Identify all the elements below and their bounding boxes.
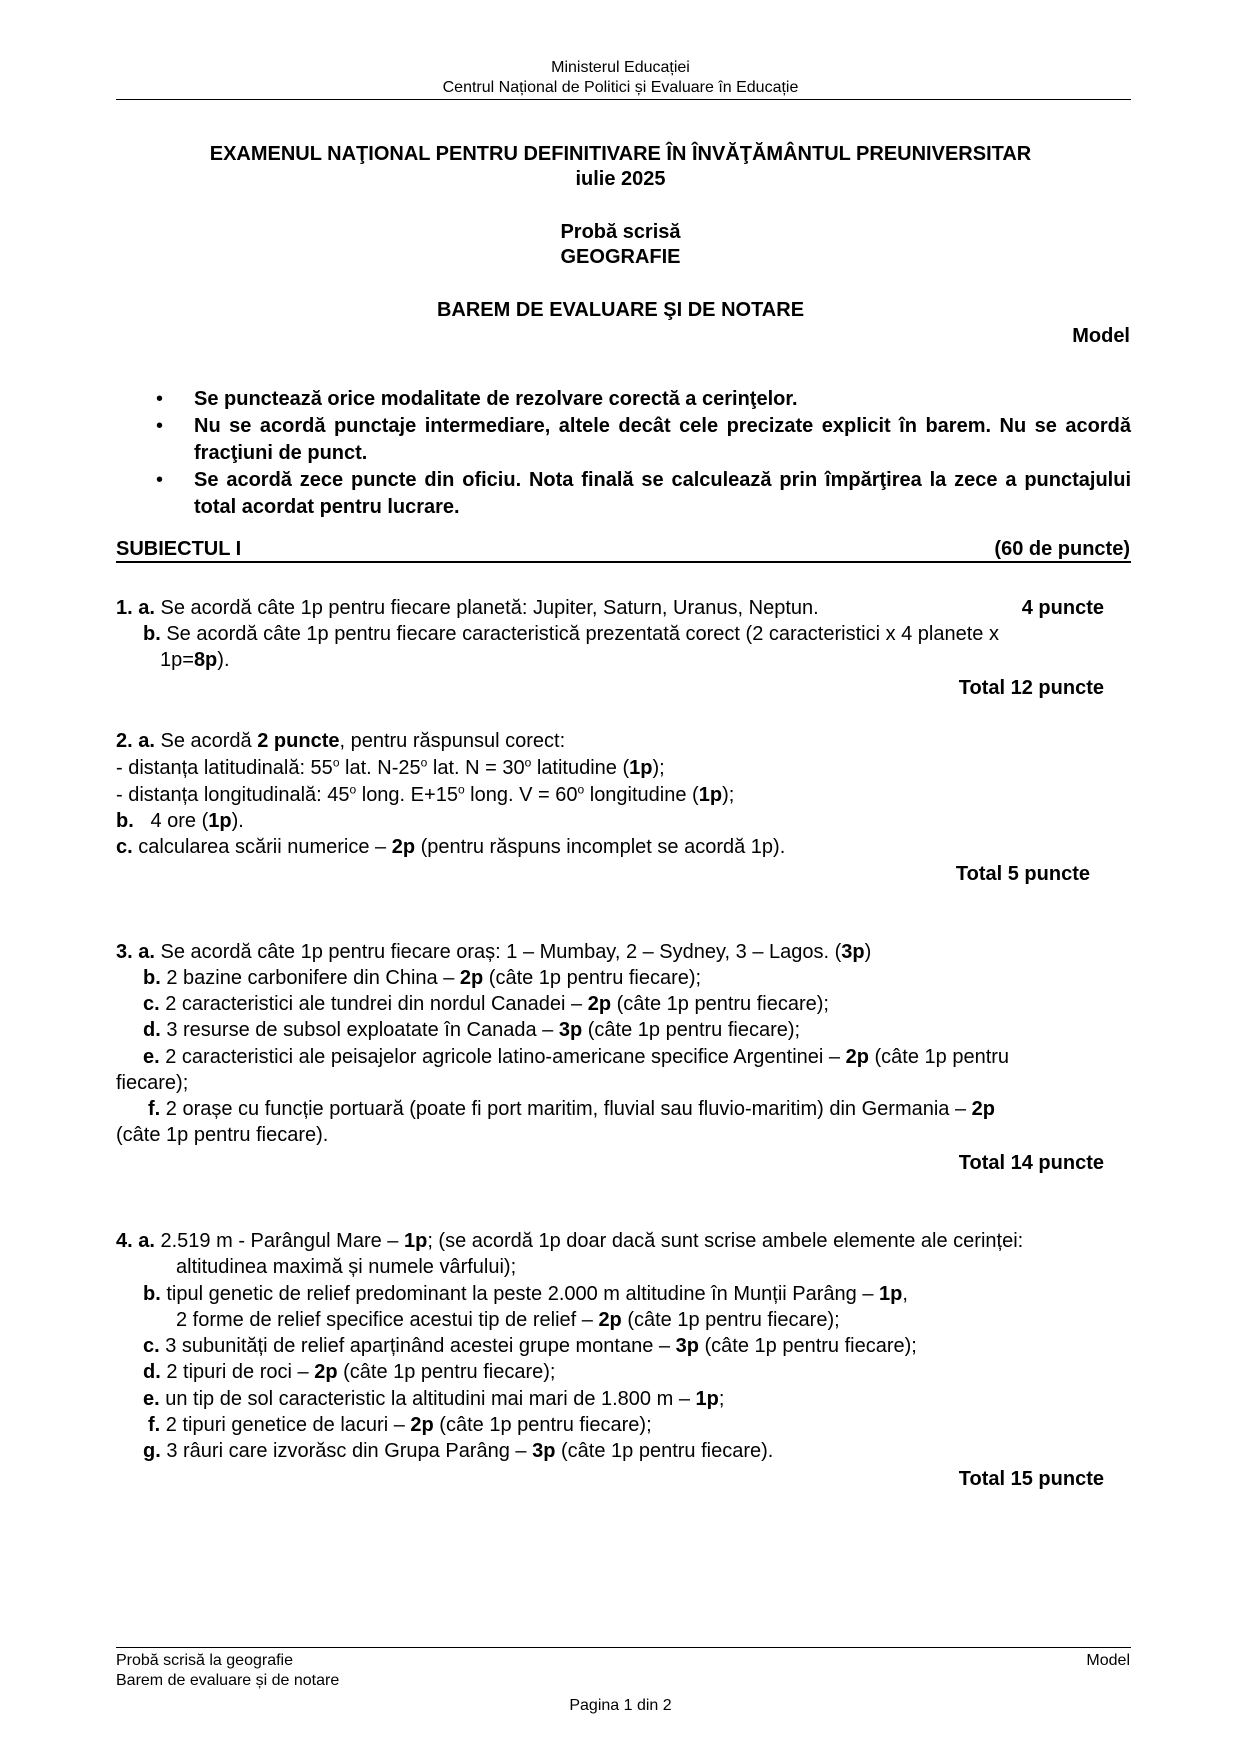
q2-a: 2. a. Se acordă 2 puncte, pentru răspunsul corect: — [116, 730, 566, 752]
q2-b: b. 4 ore (1p). — [116, 810, 244, 832]
q3-e-cont: fiecare); — [116, 1072, 189, 1094]
barem-title: BAREM DE EVALUARE ŞI DE NOTARE — [436, 299, 805, 321]
q3-c: c. 2 caracteristici ale tundrei din nordul Canadei – 2p (câte 1p pentru fiecare); — [143, 993, 829, 1015]
q2-longitude: - distanța longitudinală: 45$^o$ long. $E+15^o$ long. $V = 60^o$ longitudine (1p); — [116, 782, 735, 806]
q1-a-points: 4 puncte — [1021, 597, 1104, 619]
q2-total: Total 5 puncte — [955, 863, 1090, 885]
section-points: (60 de puncte) — [994, 538, 1130, 560]
q4-e: e. un tip de sol caracteristic la altitudini mai mari de 1.800 m – 1p; — [143, 1388, 725, 1410]
header-center: Centrul Național de Politici și Evaluare în Educație — [442, 79, 799, 96]
footer-divider — [116, 1647, 1131, 1648]
q3-f: f. 2 orașe cu funcție portuară (poate fi port maritim, fluvial sau fluvio-maritim) din Germania – 2p — [148, 1098, 996, 1120]
rule-item: • Nu se acordă punctaje intermediare, altele decât cele precizate explicit în barem. Nu se acordă fracţiuni de punct. — [156, 415, 1131, 464]
q2-latitude: - distanța latitudinală: 55$^o$ lat. N-25$^o$ lat. $N = 30^o$ latitudine (1p); — [116, 755, 665, 779]
exam-session: iulie 2025 — [575, 168, 666, 190]
q3-d: d. 3 resurse de subsol exploatate în Canada – 3p (câte 1p pentru fiecare); — [143, 1019, 801, 1041]
exam-title: EXAMENUL NAŢIONAL PENTRU DEFINITIVARE ÎN ÎNVĂŢĂMÂNTUL PREUNIVERSITAR — [209, 143, 1032, 165]
rule-item: • Se acordă zece puncte din oficiu. Nota finală se calculează prin împărţirea la zece a punctajului total acordat pentru lucrare. — [156, 469, 1131, 518]
test-type: Probă scrisă — [560, 221, 681, 243]
section-underline — [116, 561, 1131, 563]
q4-total: Total 15 puncte — [958, 1468, 1104, 1490]
q1-b: b. Se acordă câte 1p pentru fiecare caracteristică prezentată corect (2 caracteristici x 4 planete x — [143, 623, 999, 645]
q4-a: 4. a. 2.519 m - Parângul Mare – 1p; (se acordă 1p doar dacă sunt scrise ambele elemente ale cerinței: — [116, 1230, 1024, 1252]
header-divider — [116, 99, 1131, 100]
rule-item: • Se punctează orice modalitate de rezolvare corectă a cerinţelor. — [156, 388, 798, 410]
q3-a: 3. a. Se acordă câte 1p pentru fiecare oraș: 1 – Mumbay, 2 – Sydney, 3 – Lagos. (3p) — [116, 941, 872, 963]
subject-title: GEOGRAFIE — [560, 246, 681, 268]
q3-total: Total 14 puncte — [958, 1152, 1104, 1174]
q4-g: g. 3 râuri care izvorăsc din Grupa Parâng – 3p (câte 1p pentru fiecare). — [143, 1440, 774, 1462]
footer-left-2: Barem de evaluare și de notare — [116, 1672, 340, 1689]
q1-total: Total 12 puncte — [958, 677, 1104, 699]
q3-e: e. 2 caracteristici ale peisajelor agricole latino-americane specifice Argentinei – 2p (câte 1p pentru — [143, 1046, 1010, 1068]
q4-b-cont: 2 forme de relief specifice acestui tip de relief – 2p (câte 1p pentru fiecare); — [176, 1309, 840, 1331]
q4-f: f. 2 tipuri genetice de lacuri – 2p (câte 1p pentru fiecare); — [148, 1414, 652, 1436]
model-label: Model — [1072, 325, 1130, 347]
q1-a: 1. a. Se acordă câte 1p pentru fiecare planetă: Jupiter, Saturn, Uranus, Neptun. — [116, 597, 819, 619]
q2-c: c. calcularea scării numerice – 2p (pentru răspuns incomplet se acordă 1p). — [116, 836, 786, 858]
q1-b-cont: 1p=8p). — [160, 649, 230, 671]
footer-left-1: Probă scrisă la geografie — [116, 1652, 293, 1669]
q4-c: c. 3 subunități de relief aparținând acestei grupe montane – 3p (câte 1p pentru fiecare); — [143, 1335, 917, 1357]
section-name: SUBIECTUL I — [116, 538, 242, 560]
q4-a-cont: altitudinea maximă și numele vârfului); — [176, 1256, 517, 1278]
q3-b: b. 2 bazine carbonifere din China – 2p (câte 1p pentru fiecare); — [143, 967, 702, 989]
q3-f-cont: (câte 1p pentru fiecare). — [116, 1124, 329, 1146]
q4-b: b. tipul genetic de relief predominant la peste 2.000 m altitudine în Munții Parâng – 1p, — [143, 1283, 908, 1305]
header-ministry: Ministerul Educației — [551, 59, 690, 76]
rules-list — [150, 386, 1131, 521]
q4-d: d. 2 tipuri de roci – 2p (câte 1p pentru fiecare); — [143, 1361, 556, 1383]
footer-model: Model — [1086, 1652, 1130, 1669]
page-number: Pagina 1 din 2 — [569, 1697, 672, 1714]
